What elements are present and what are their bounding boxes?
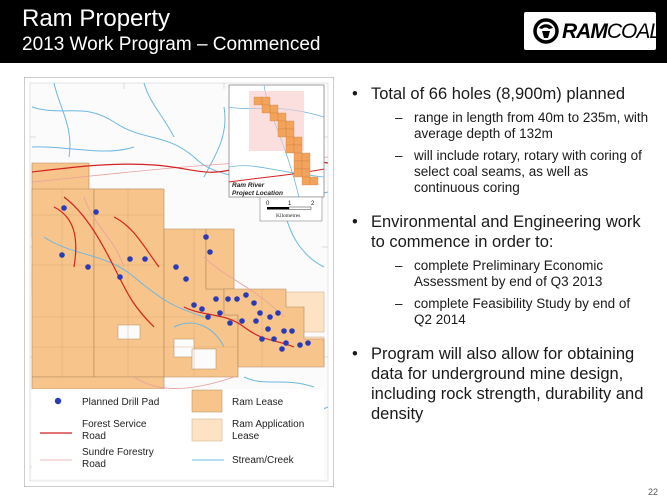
drill-pad-marker bbox=[279, 346, 285, 352]
drill-pad-marker bbox=[142, 256, 148, 262]
drill-pad-marker bbox=[259, 336, 265, 342]
drill-pad-marker bbox=[257, 310, 263, 316]
ram-head-icon bbox=[533, 18, 559, 44]
svg-text:0: 0 bbox=[266, 201, 270, 207]
scale-bar bbox=[260, 197, 322, 221]
page-number: 22 bbox=[647, 487, 658, 497]
drill-pad-marker bbox=[173, 264, 179, 270]
drill-pad-marker bbox=[217, 310, 223, 316]
drill-pad-marker bbox=[275, 310, 281, 316]
inset-location-map bbox=[229, 85, 324, 197]
drill-pad-marker bbox=[213, 296, 219, 302]
drill-pad-marker bbox=[127, 256, 133, 262]
slide-header bbox=[0, 0, 667, 63]
drill-pad-marker bbox=[239, 318, 245, 324]
bullet-3: • Program will also allow for obtaining data for underground mine design, including rock strength, durability and density bbox=[350, 344, 650, 424]
drill-pad-marker bbox=[281, 328, 287, 334]
slide-title: Ram Property bbox=[22, 5, 171, 32]
drill-pad-marker bbox=[289, 328, 295, 334]
drill-pad-marker bbox=[205, 314, 211, 320]
legend-app-lease-line1: Ram Application bbox=[232, 419, 305, 430]
drill-pad-marker bbox=[243, 292, 249, 298]
inset-label-line1: Ram River bbox=[232, 182, 265, 189]
drill-pad-marker bbox=[207, 249, 213, 255]
drill-pad-marker bbox=[199, 306, 205, 312]
legend-forestry-road-line2: Road bbox=[82, 459, 106, 470]
drill-pad-marker bbox=[265, 326, 271, 332]
drill-pad-marker bbox=[253, 318, 259, 324]
bullet-2: • Environmental and Engineering work to commence in order to: bbox=[350, 212, 650, 252]
drill-pad-marker bbox=[251, 300, 257, 306]
drill-pad-marker bbox=[183, 276, 189, 282]
legend-drill-pad-symbol bbox=[55, 398, 61, 404]
inset-label-line2: Project Location bbox=[232, 190, 283, 197]
drill-pad-marker bbox=[191, 302, 197, 308]
drill-pad-marker bbox=[227, 320, 233, 326]
drill-pad-marker bbox=[267, 314, 273, 320]
drill-pad-marker bbox=[93, 209, 99, 215]
drill-pad-marker bbox=[297, 342, 303, 348]
legend-stream: Stream/Creek bbox=[232, 455, 294, 466]
property-map bbox=[24, 77, 334, 487]
drill-pad-marker bbox=[305, 340, 311, 346]
legend-forestry-road-line1: Sundre Forestry bbox=[82, 447, 154, 458]
legend-lease: Ram Lease bbox=[232, 397, 284, 408]
bullet-1: • Total of 66 holes (8,900m) planned bbox=[350, 84, 650, 104]
legend-forest-road-line1: Forest Service bbox=[82, 419, 147, 430]
legend-forest-road-line2: Road bbox=[82, 431, 106, 442]
bullet-1-sub-1: – range in length from 40m to 235m, with average depth of 132m bbox=[350, 110, 650, 142]
ramcoal-logo bbox=[524, 12, 661, 50]
bullet-1-sub-2: – will include rotary, rotary with coring of select coal seams, as well as continuous coring bbox=[350, 148, 650, 196]
scale-unit: Kilometres bbox=[276, 213, 301, 219]
bullet-list bbox=[350, 84, 650, 430]
bullet-2-sub-2: – complete Feasibility Study by end of Q2 2014 bbox=[350, 296, 650, 328]
drill-pad-marker bbox=[271, 336, 277, 342]
drill-pad-marker bbox=[283, 340, 289, 346]
drill-pad-marker bbox=[61, 205, 67, 211]
drill-pad-marker bbox=[85, 264, 91, 270]
map-legend bbox=[32, 389, 324, 479]
drill-pad-marker bbox=[225, 296, 231, 302]
drill-pad-marker bbox=[59, 252, 65, 258]
drill-pad-marker bbox=[117, 274, 123, 280]
svg-text:2: 2 bbox=[311, 201, 315, 207]
svg-text:1: 1 bbox=[288, 201, 292, 207]
drill-pad-marker bbox=[203, 234, 209, 240]
bullet-2-sub-1: – complete Preliminary Economic Assessment by end of Q3 2013 bbox=[350, 258, 650, 290]
legend-app-lease-swatch bbox=[192, 419, 222, 441]
slide-subtitle: 2013 Work Program – Commenced bbox=[22, 34, 321, 55]
drill-pad-marker bbox=[234, 296, 240, 302]
legend-app-lease-line2: Lease bbox=[232, 431, 260, 442]
logo-wordmark: RAMCOAL bbox=[562, 20, 661, 43]
legend-drill-pad: Planned Drill Pad bbox=[82, 397, 160, 408]
legend-lease-swatch bbox=[192, 390, 222, 412]
